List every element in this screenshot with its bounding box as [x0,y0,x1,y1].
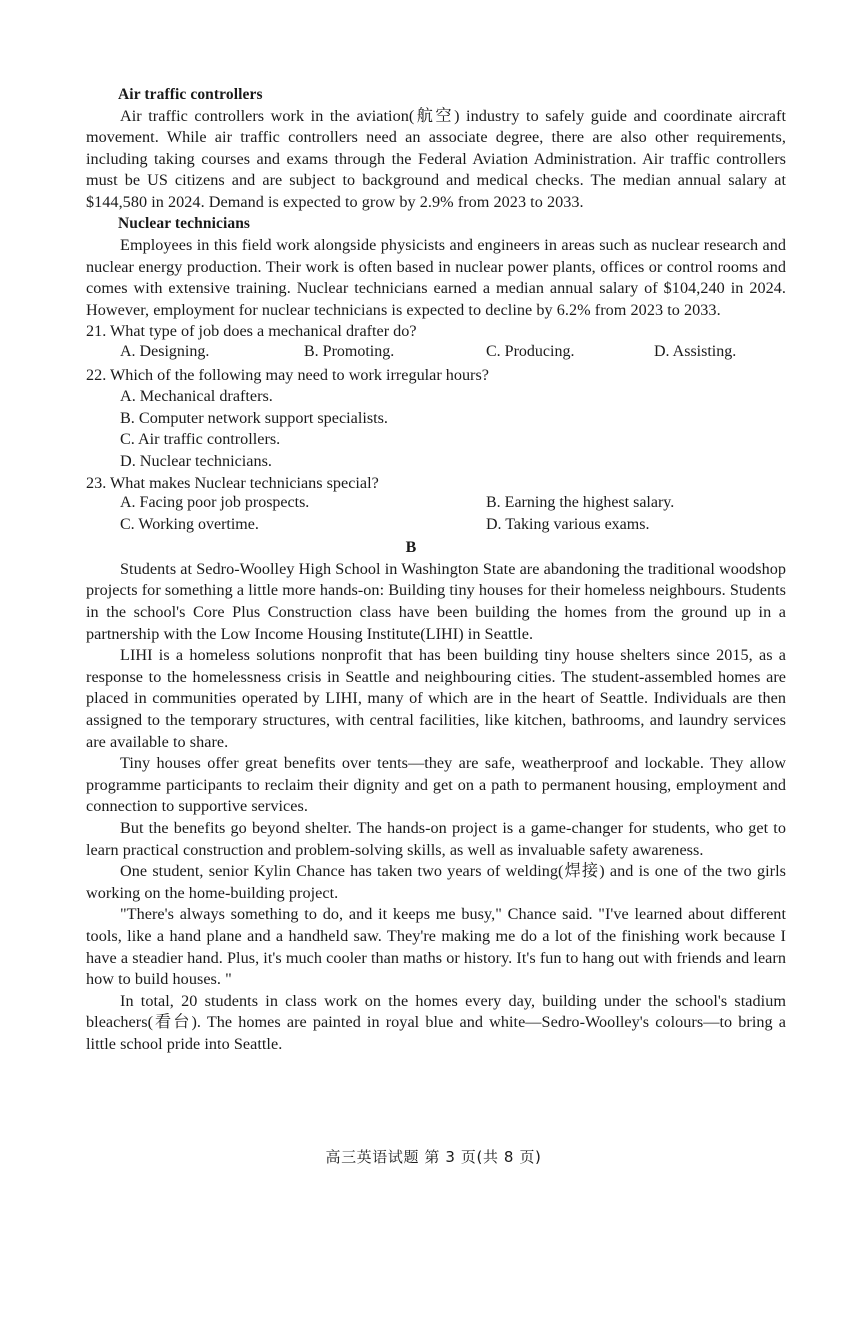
passage-b-paragraph-4: But the benefits go beyond shelter. The hands-on project is a game-changer for students, who get to learn practical construction and problem-solving skills, as well as invaluable safety awareness. [86,819,786,859]
question-23-stem: 23. What makes Nuclear technicians special? [86,473,379,492]
passage-b-paragraph-2: LIHI is a homeless solutions nonprofit that has been building tiny house shelters since 2015, as a response to the homelessness crisis in Seattle and neighbouring cities. The student-assembled homes are placed in communities operated by LIHI, many of which are in the heart of Seattle. Individuals are then assigned to the temporary structures, with central facilities, like kitchen, bathrooms, and laundry services are available to share. [86,646,786,751]
passage-b-paragraph-5: One student, senior Kylin Chance has taken two years of welding(焊接) and is one of the two girls working on the home-building project. [86,862,786,902]
question-21-options [86,343,786,365]
paragraph-nuclear-technicians: Employees in this field work alongside physicists and engineers in areas such as nuclear research and nuclear energy production. Their work is often based in nuclear power plants, offices or control rooms and comes with extensive training. Nuclear technicians earned a median annual salary of $104,240 in 2024. However, employment for nuclear technicians is expected to decline by 6.2% from 2023 to 2033. [86,235,786,319]
footer-text: 高三英语试题 第 3 页(共 8 页) [325,1148,542,1166]
question-23-option-a[interactable]: A. Facing poor job prospects. [120,494,310,512]
question-22-stem: 22. Which of the following may need to work irregular hours? [86,365,489,384]
paragraph-air-traffic-controllers: Air traffic controllers work in the aviation(航空) industry to safely guide and coordinate aircraft movement. While air traffic controllers need an associate degree, there are also other requirements, including taking courses and exams through the Federal Aviation Administration. Air traffic controllers must be US citizens and are subject to background and medical checks. The median annual salary at $144,580 in 2024. Demand is expected to grow by 2.9% from 2023 to 2033. [86,106,786,211]
subheading-nuclear-technicians: Nuclear technicians [118,215,251,233]
question-22-option-a[interactable]: A. Mechanical drafters. [120,387,273,406]
subheading-air-traffic-controllers: Air traffic controllers [118,86,263,103]
section-letter-b: B [405,539,417,557]
question-23-option-d[interactable]: D. Taking various exams. [486,515,650,533]
passage-b-paragraph-7: In total, 20 students in class work on the homes every day, building under the school's stadium bleachers(看台). The homes are painted in royal blue and white—Sedro-Woolley's colours—to bring a little school pride into Seattle. [86,991,786,1053]
question-22-option-c[interactable]: C. Air traffic controllers. [120,430,281,449]
question-21-option-b[interactable]: B. Promoting. [304,342,395,360]
question-21-option-a[interactable]: A. Designing. [120,342,210,360]
question-23-options-row-1 [86,494,786,516]
question-22-option-d[interactable]: D. Nuclear technicians. [120,451,272,470]
page-content [86,84,786,1056]
passage-b-paragraph-1: Students at Sedro-Woolley High School in Washington State are abandoning the traditional woodshop projects for something a little more hands-on: Building tiny houses for their homeless neighbours. Students in the school's Core Plus Construction class have been building the homes from the ground up in a partnership with the Low Income Housing Institute(LIHI) in Seattle. [86,559,786,643]
question-22-option-b[interactable]: B. Computer network support specialists. [120,408,388,427]
question-21-stem: 21. What type of job does a mechanical drafter do? [86,322,417,341]
page-footer [0,1146,867,1167]
question-23-options-row-2 [86,516,786,538]
passage-b-paragraph-3: Tiny houses offer great benefits over tents—they are safe, weatherproof and lockable. They allow programme participants to reclaim their dignity and get on a path to permanent housing, employment and connection to supportive services. [86,754,786,816]
question-21-option-d[interactable]: D. Assisting. [654,342,737,360]
passage-b-paragraph-6: "There's always something to do, and it keeps me busy," Chance said. "I've learned about different tools, like a hand plane and a handheld saw. They're making me do a lot of the finishing work because I have a steadier hand. Plus, it's much cooler than maths or history. It's fun to hang out with friends and learn how to build houses. " [86,905,786,989]
question-21-option-c[interactable]: C. Producing. [486,342,575,360]
question-23-option-c[interactable]: C. Working overtime. [120,515,259,533]
question-23-option-b[interactable]: B. Earning the highest salary. [486,494,675,512]
